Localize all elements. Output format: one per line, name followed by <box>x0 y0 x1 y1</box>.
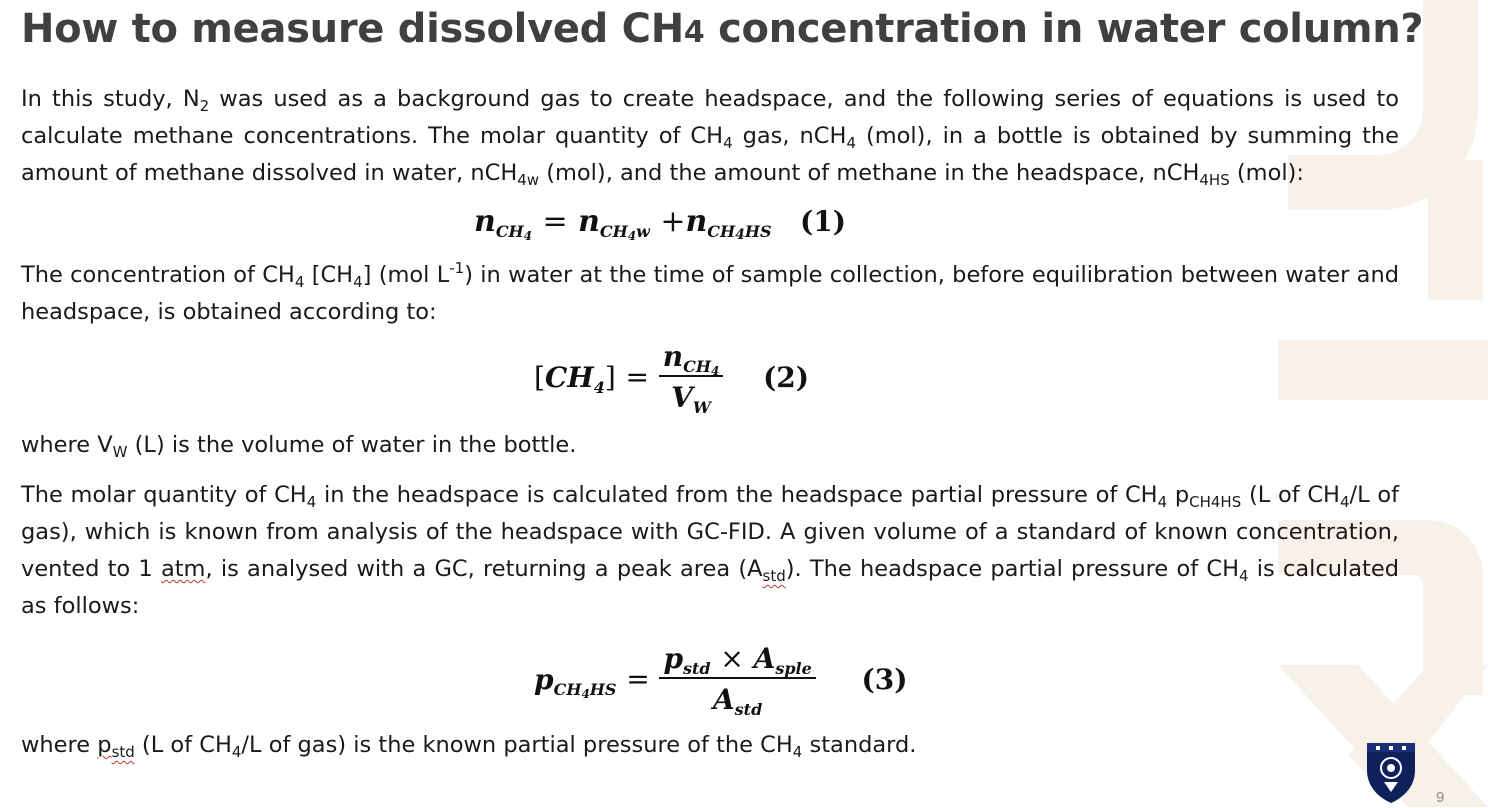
equation-3: $p_{CH_4HS}$ = $\frac{p_{std} \times A_{sple}}{A_{std}}$ (3) <box>534 642 908 719</box>
equation-3-fraction: $\frac{p_{std} \times A_{sple}}{A_{std}}$ <box>659 642 815 716</box>
paragraph-standard-definition: where $p_{std}$ (L of $CH_4/L$ of gas) is the known partial pressure of the $CH_4$ standard. <box>21 732 917 761</box>
equation-2-fraction: $\frac{n_{CH_4}}{V_W}$ <box>659 340 724 414</box>
equation-1-label: (1) <box>800 205 847 238</box>
university-crest-icon <box>1364 740 1418 804</box>
paragraph-headspace: The molar quantity of $CH_4$ in the headspace is calculated from the headspace partial pressure of $CH_4$ $p_{CH4HS}$ (L of $CH_4/L$ of gas), which is known from analysis of the headspace with GC-FID. A given volume of a standard of known concentration, vented to 1 atm, is analysed with a GC, returning a peak area $(A_{std})$. The headspace partial pressure of $CH_4$ is calculated as follows: <box>21 482 1400 619</box>
paragraph-concentration: The concentration of $CH_4$ $[CH_4]$ (mol $L^{-1}$) in water at the time of sample collection, before equilibration between water and headspace, is obtained according to: <box>21 259 1400 325</box>
equation-1: $n_{CH_4} = n_{CH_4w} +n_{CH4HS}$ (1) <box>474 204 847 243</box>
paragraph-volume-definition: where $V_W$ (L) is the volume of water in the bottle. <box>21 432 577 461</box>
paragraph-intro: In this study, $N_2$ was used as a background gas to create headspace, and the following series of equations is used to calculate methane concentrations. The molar quantity of $CH_4$ gas, nCH$_4$ (mol), in a bottle is obtained by summing the amount of methane dissolved in water, nCH$_{4w}$ (mol), and the amount of methane in the headspace, nCH$_{4HS}$ (mol): <box>21 86 1400 189</box>
page-number: 9 <box>1436 789 1445 806</box>
equation-3-label: (3) <box>861 662 908 696</box>
slide-title: How to measure dissolved CH4 concentration in water column? <box>21 6 1424 52</box>
equation-2-label: (2) <box>763 360 810 394</box>
equation-2: $[CH_4]$ = $\frac{n_{CH_4}}{V_W}$ (2) <box>534 340 810 417</box>
